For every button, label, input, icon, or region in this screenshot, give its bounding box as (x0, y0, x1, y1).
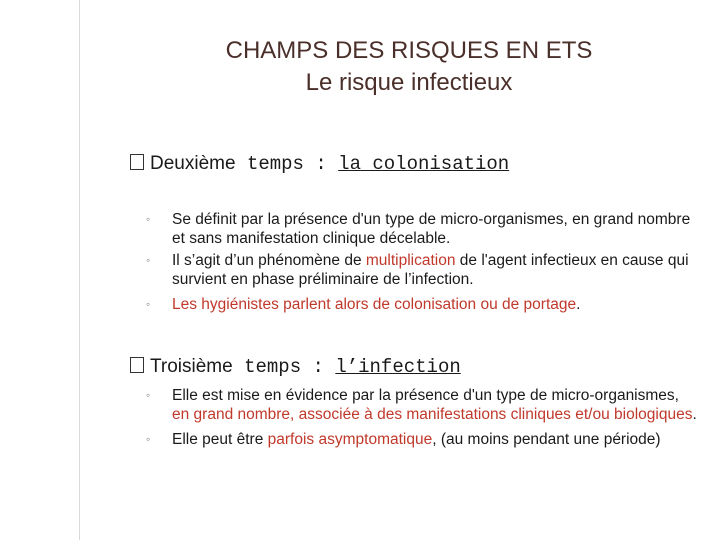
title-line-2: Le risque infectieux (305, 69, 513, 96)
bullet-text: . (692, 406, 697, 423)
colonisation-bullets (146, 210, 700, 314)
bullet-highlight: Les hygiénistes parlent alors de colonisation ou de portage (172, 296, 577, 313)
bullet-highlight: parfois asymptomatique (267, 431, 433, 448)
list-item (146, 386, 700, 424)
bullet-text: Se définit par la présence d'un type de micro-organismes, en grand nombre et sans manifestation clinique décelable. (172, 211, 691, 247)
circle-bullet-icon: ◦ (146, 297, 151, 311)
heading-connector: temps : (232, 356, 336, 378)
circle-bullet-icon: ◦ (146, 212, 151, 226)
heading-topic: l’infection (335, 356, 461, 378)
bullet-text: , (au moins pendant une période) (432, 431, 661, 448)
title-line-1: CHAMPS DES RISQUES EN ETS (225, 37, 593, 64)
list-item (146, 295, 700, 314)
heading-topic: la colonisation (338, 153, 510, 175)
bullet-text: Elle peut être (172, 431, 268, 448)
section-heading-colonisation (130, 152, 509, 176)
bullet-text: . (576, 296, 581, 313)
circle-bullet-icon: ◦ (146, 432, 151, 446)
square-bullet-icon (130, 154, 144, 170)
list-item (146, 251, 700, 289)
section-heading-infection (130, 355, 461, 379)
circle-bullet-icon: ◦ (146, 253, 151, 267)
heading-word: Troisième (150, 356, 233, 377)
bullet-highlight: en grand nombre, associée à des manifestations cliniques et/ou biologiques (172, 406, 693, 423)
bullet-text: de l'agent infectieux en cause qui survient en phase préliminaire de l’infection. (172, 252, 689, 288)
infection-bullets (146, 386, 700, 449)
circle-bullet-icon: ◦ (146, 388, 151, 402)
heading-connector: temps : (235, 153, 339, 175)
list-item (146, 430, 700, 449)
bullet-text: Elle est mise en évidence par la présence d'un type de micro-organismes, (172, 387, 679, 404)
list-item (146, 210, 700, 248)
bullet-text: Il s’agit d’un phénomène de (172, 252, 366, 269)
heading-word: Deuxième (150, 153, 236, 174)
bullet-highlight: multiplication (365, 252, 456, 269)
slide-title (0, 36, 720, 98)
square-bullet-icon (130, 357, 144, 373)
